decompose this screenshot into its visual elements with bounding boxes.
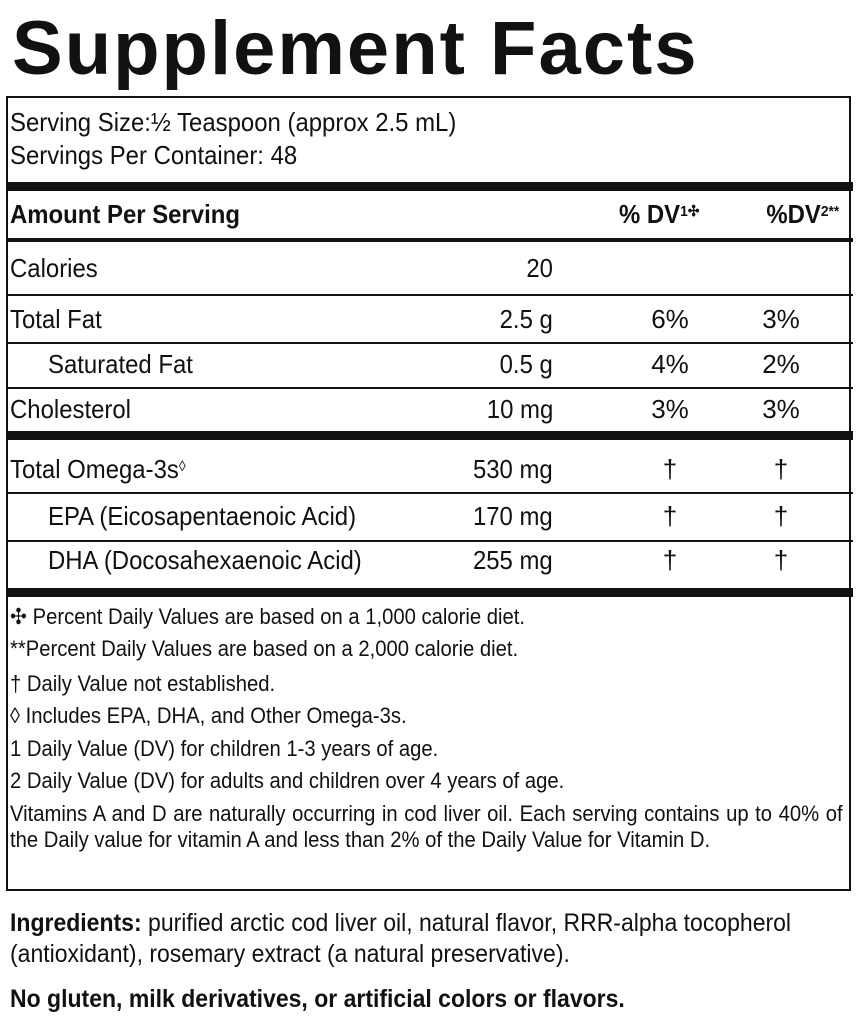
nutrient-dv2-cholesterol: 3% [762,394,800,424]
header-divider [8,238,853,242]
nutrient-name-epa: EPA (Eicosapentaenoic Acid) [48,501,357,531]
vitamin-note: Vitamins A and D are naturally occurring in cod liver oil. Each serving contains up to 40% of the Daily value for vitamin A and less than 2% of the Daily Value for Vitamin D. [10,801,843,852]
nutrient-dv1-total-omega-3s: † [662,454,678,484]
nutrient-dv1-epa: † [662,501,678,531]
thick-divider [8,182,853,191]
ingredients [10,908,838,970]
nutrient-amount-cholesterol: 10 mg [486,394,553,424]
row-divider [8,492,853,494]
thick-divider [8,588,853,597]
nutrient-name-saturated-fat: Saturated Fat [48,349,193,379]
amount-per-serving-header: Amount Per Serving [10,199,240,229]
footnote-dv-children: 1 Daily Value (DV) for children 1-3 years of age. [10,736,439,761]
thick-divider [8,431,853,440]
supplement-facts-panel [6,96,851,891]
nutrient-name-total-fat: Total Fat [10,304,102,334]
allergen-statement: No gluten, milk derivatives, or artificial colors or flavors. [10,985,625,1013]
supplement-facts-title: Supplement Facts [12,6,699,91]
nutrient-dv2-epa: † [773,501,789,531]
row-divider [8,342,853,344]
footnote-dv-adults: 2 Daily Value (DV) for adults and children over 4 years of age. [10,768,565,793]
nutrient-amount-epa: 170 mg [473,501,553,531]
nutrient-dv1-dha: † [662,545,678,575]
ingredients-label: Ingredients: [10,909,142,937]
nutrient-dv1-saturated-fat: 4% [651,349,689,379]
nutrient-amount-dha: 255 mg [473,545,553,575]
dv1-header: % $DV^{1✣}$ [618,199,699,229]
footnote-dagger: † Daily Value not established. [10,671,276,696]
row-divider [8,387,853,389]
nutrient-name-total-omega-3s: Total Omega-3s◊ [10,454,186,484]
nutrient-amount-saturated-fat: 0.5 g [499,349,553,379]
servings-per-container: Servings Per Container: 48 [10,140,298,170]
nutrient-dv2-total-fat: 3% [762,304,800,334]
dv2-header: $\%DV^{2**}$ [766,199,839,229]
nutrient-name-cholesterol: Cholesterol [10,394,131,424]
nutrient-dv1-cholesterol: 3% [651,394,689,424]
nutrient-amount-total-omega-3s: 530 mg [473,454,553,484]
nutrient-dv2-total-omega-3s: † [773,454,789,484]
serving-size: Serving Size:½ Teaspoon (approx 2.5 mL) [10,107,457,137]
nutrient-amount-calories: 20 [526,253,553,283]
nutrient-amount-total-fat: 2.5 g [499,304,553,334]
footnote-2000-calorie: **Percent Daily Values are based on a 2,000 calorie diet. [10,636,519,661]
nutrient-name-calories: Calories [10,253,98,283]
nutrient-dv2-saturated-fat: 2% [762,349,800,379]
row-divider [8,540,853,542]
ingredients-text: purified arctic cod liver oil, natural flavor, RRR-alpha tocopherol (antioxidant), rosemary extract (a natural preservative). [10,909,792,968]
footnote-1000-calorie: ✣ Percent Daily Values are based on a 1,000 calorie diet. [10,604,526,629]
nutrient-name-dha: DHA (Docosahexaenoic Acid) [48,545,362,575]
nutrient-dv1-total-fat: 6% [651,304,689,334]
footnote-lozenge: ◊ Includes EPA, DHA, and Other Omega-3s. [10,703,407,728]
row-divider [8,294,853,296]
nutrient-dv2-dha: † [773,545,789,575]
